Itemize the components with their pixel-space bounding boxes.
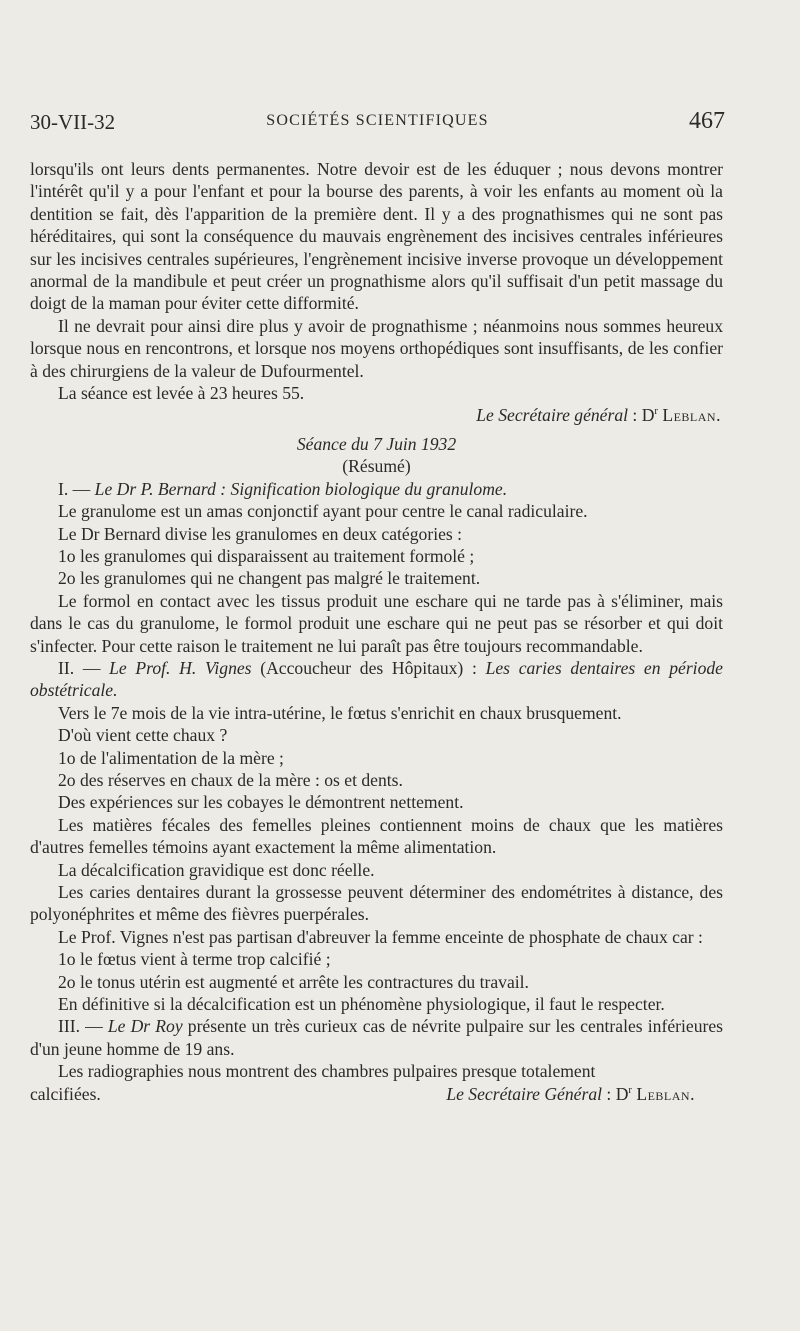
list-item: 2o le tonus utérin est augmenté et arrête les contractures du travail. (58, 971, 529, 992)
section-2-heading (30, 657, 723, 702)
section-3-heading (30, 1015, 723, 1060)
signature-name: Leblan. (662, 405, 721, 426)
signature-secretary (30, 404, 723, 426)
signature-name: Leblan. (636, 1083, 695, 1104)
page-number: 467 (689, 108, 725, 134)
list-item: 1o de l'alimentation de la mère ; (58, 747, 284, 768)
section-title: Le Dr P. Bernard : Signification biologique du granulome. (94, 478, 508, 499)
signature-title: D (641, 405, 655, 426)
list-item: 2o les granulomes qui ne changent pas malgré le traitement. (58, 568, 481, 589)
paragraph: Il ne devrait pour ainsi dire plus y avoir de prognathisme ; néanmoins nous sommes heureux lorsque nous en rencontrons, et lorsque nos moyens orthopédiques sont insuffisants, de les confier à des chirurgiens de la valeur de Dufourmentel. (30, 315, 723, 381)
list-item: 1o le fœtus vient à terme trop calcifié ; (58, 949, 331, 970)
signature-sep: : (628, 405, 642, 426)
header-journal: SOCIÉTÉS SCIENTIFIQUES (266, 112, 489, 129)
signature-role: Le Secrétaire Général (446, 1083, 603, 1104)
paragraph: En définitive si la décalcification est un phénomène physiologique, il faut le respecter. (58, 994, 665, 1015)
section-number: I. — (58, 478, 95, 499)
header-date: 30-VII-32 (30, 110, 116, 134)
signature-title-sup: r (654, 406, 658, 418)
session-title (30, 433, 723, 455)
closing-line (30, 1083, 723, 1105)
page-body (30, 158, 723, 1105)
paragraph: Les radiographies nous montrent des chambres pulpaires presque totalement (58, 1061, 596, 1082)
section-text: présente un très curieux cas de névrite pulpaire sur les centrales inférieures d'un jeune homme de 19 ans. (30, 1016, 724, 1059)
list-item: 2o des réserves en chaux de la mère : os et dents. (58, 769, 403, 790)
session-title-text: Séance du 7 Juin 1932 (296, 433, 457, 454)
paragraph: Des expériences sur les cobayes le démontrent nettement. (58, 792, 464, 813)
session-resume: (Résumé) (342, 456, 411, 477)
paragraph: Le formol en contact avec les tissus produit une eschare qui ne tarde pas à s'éliminer, mais dans le cas du granulome, le formol produit une eschare qui ne peut pas se résorber et qui doit s'infecter. Pour cette raison le traitement ne lui paraît pas être toujours recommandable. (30, 590, 723, 656)
signature-title-sup: r (628, 1084, 632, 1096)
section-title: Les caries dentaires en période obstétricale. (30, 657, 723, 701)
list-item: 1o les granulomes qui disparaissent au traitement formolé ; (58, 545, 475, 566)
signature-sep: : (602, 1083, 616, 1104)
paragraph: Le Prof. Vignes n'est pas partisan d'abreuver la femme enceinte de phosphate de chaux car : (58, 926, 703, 947)
section-affiliation: (Accoucheur des Hôpitaux) : (251, 657, 486, 678)
section-number: III. — (58, 1016, 108, 1037)
section-author: Le Dr Roy (107, 1016, 183, 1037)
closing-word: calcifiées. (30, 1083, 101, 1104)
paragraph: Le granulome est un amas conjonctif ayant pour centre le canal radiculaire. (58, 501, 588, 522)
paragraph: Le Dr Bernard divise les granulomes en deux catégories : (58, 523, 463, 544)
paragraph: La séance est levée à 23 heures 55. (58, 383, 305, 404)
paragraph: Vers le 7e mois de la vie intra-utérine, le fœtus s'enrichit en chaux brusquement. (58, 702, 622, 723)
paragraph: lorsqu'ils ont leurs dents permanentes. Notre devoir est de les éduquer ; nous devons montrer l'intérêt qu'il y a pour l'enfant et pour la bourse des parents, à voir les enfants au moment où la dentition se fait, dès l'apparition de la première dent. Il y a des prognathismes qui ne sont pas héréditaires, qui sont la conséquence du mauvais engrènement des incisives centrales inférieures sur les incisives centrales supérieures, l'engrènement incisive inverse provoque un développement anormal de la mandibule et peut créer un prognathisme alors qu'il suffisait d'un petit massage du doigt de la maman pour éviter cette difformité. (30, 159, 723, 314)
section-1-heading (30, 478, 723, 500)
paragraph: D'où vient cette chaux ? (58, 725, 228, 746)
signature-secretary-2 (446, 1083, 723, 1105)
paragraph: La décalcification gravidique est donc réelle. (58, 859, 375, 880)
section-author: Le Prof. H. Vignes (109, 657, 252, 678)
paragraph: Les matières fécales des femelles pleines contiennent moins de chaux que les matières d'autres femelles témoins ayant exactement la même alimentation. (30, 814, 723, 858)
paragraph: Les caries dentaires durant la grossesse peuvent déterminer des endométrites à distance, des polyonéphrites et même des fièvres puerpérales. (30, 882, 723, 925)
section-number: II. — (58, 657, 110, 678)
running-header (30, 110, 725, 140)
signature-role: Le Secrétaire général (476, 405, 629, 426)
signature-title: D (615, 1083, 629, 1104)
